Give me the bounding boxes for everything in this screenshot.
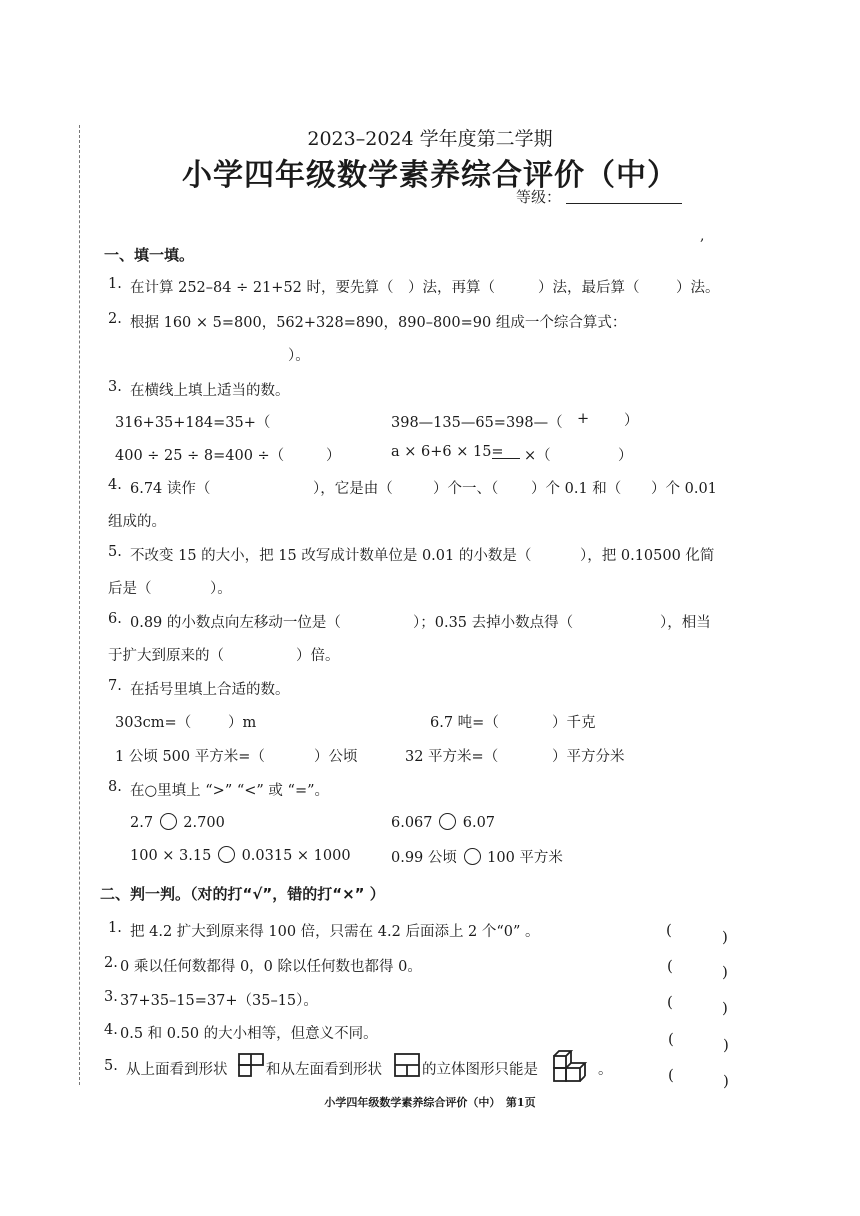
q3-expr3-close: ） (326, 448, 341, 464)
q7-c4a: 32 平方米=（ (405, 749, 499, 765)
answer-paren-close: ) (722, 963, 728, 981)
q8-number: 8. (108, 779, 122, 795)
left-view-shape-icon (394, 1053, 420, 1077)
q8-row3-compare (130, 846, 351, 864)
judge-1-number: 1. (108, 920, 122, 936)
compare-circle[interactable] (439, 813, 456, 830)
section2-heading: 二、判一判。（对的打“√”，错的打“×” ） (100, 885, 385, 903)
compare-circle[interactable] (218, 846, 235, 863)
top-view-shape-icon (238, 1053, 264, 1077)
q6-text-b: ）；0.35 去掉小数点得（ (413, 615, 574, 631)
answer-paren-open: ( (666, 921, 672, 939)
q7-number: 7. (108, 678, 122, 694)
q4-text-a: 6.74 读作（ (130, 481, 211, 497)
grade-label: 等级： (516, 188, 562, 206)
q4-text-b: ），它是由（ (313, 481, 393, 497)
q8-r4-right: 100 平方米 (487, 850, 563, 866)
answer-paren-close: ) (723, 1036, 729, 1054)
q3-expr4-b: ×（ (524, 448, 551, 464)
q5-text-b: ），把 0.10500 化简 (580, 548, 715, 564)
q1-text-b: ）法，再算（ (408, 280, 495, 296)
q8-row4-compare (391, 846, 563, 867)
judge-4-number: 4. (104, 1022, 118, 1038)
q6-number: 6. (108, 611, 122, 627)
q8-text: 在○里填上 “>” “<” 或 “=”。 (130, 783, 330, 799)
q4-text-f: 组成的。 (108, 514, 166, 530)
q7-c3a: 1 公顷 500 平方米=（ (115, 749, 265, 765)
judge-5-text-c: 的立体图形只能是 (422, 1062, 538, 1078)
q8-r2-left: 6.067 (391, 815, 433, 831)
judge-5-text-d: 。 (598, 1062, 613, 1078)
section1-heading: 一、填一填。 (104, 246, 195, 264)
q1-text-d: ）法。 (676, 280, 720, 296)
q6-text-c: ），相当 (660, 615, 711, 631)
q8-r1-right: 2.700 (183, 815, 225, 831)
compare-circle[interactable] (160, 813, 177, 830)
q7-c2a: 6.7 吨=（ (430, 715, 499, 731)
q4-text-d: ）个 0.1 和（ (531, 481, 622, 497)
q7-c2b: ）千克 (552, 715, 596, 731)
judge-5-text-b: 和从左面看到形状 (266, 1062, 382, 1078)
q2-text-b: ）。 (288, 348, 310, 364)
q3-text: 在横线上填上适当的数。 (130, 383, 290, 399)
q7-c1a: 303cm=（ (115, 715, 192, 731)
judge-3-text: 37+35–15=37+（35–15）。 (120, 993, 318, 1009)
q8-row1-compare (130, 813, 225, 831)
q4-text-e: ）个 0.01 (651, 481, 717, 497)
q5-text-d: ）。 (210, 581, 232, 597)
q1-text-c: ）法，最后算（ (538, 280, 640, 296)
page-title: 小学四年级数学素养综合评价（中） (182, 158, 678, 193)
q5-text-c: 后是（ (108, 581, 152, 597)
judge-2-text: 0 乘以任何数都得 0，0 除以任何数也都得 0。 (120, 959, 422, 975)
judge-2-number: 2. (104, 955, 118, 971)
q7-text: 在括号里填上合适的数。 (130, 682, 290, 698)
q8-r1-left: 2.7 (130, 815, 154, 831)
q2-text-a: 根据 160 × 5=800，562+328=890，890–800=90 组成一个综合算式： (130, 315, 627, 331)
judge-3-number: 3. (104, 989, 118, 1005)
q4-number: 4. (108, 477, 122, 493)
answer-paren-close: ) (722, 999, 728, 1017)
school-year: 2023–2024 学年度第二学期 (307, 128, 553, 150)
q2-number: 2. (108, 311, 122, 327)
q3-expr2-close: ） (624, 413, 639, 429)
q1-number: 1. (108, 276, 122, 292)
judge-1-text: 把 4.2 扩大到原来得 100 倍，只需在 4.2 后面添上 2 个“0” 。 (130, 924, 540, 940)
answer-paren-open: ( (667, 993, 673, 1011)
q5-number: 5. (108, 544, 122, 560)
q7-c3b: ）公顷 (314, 749, 358, 765)
answer-paren-open: ( (668, 1030, 674, 1048)
q3-expr1: 316+35+184=35+（ (115, 415, 271, 431)
q1-text-a: 在计算 252–84 ÷ 21+52 时，要先算（ (130, 280, 394, 296)
judge-4-text: 0.5 和 0.50 的大小相等，但意义不同。 (120, 1026, 378, 1042)
q3-number: 3. (108, 379, 122, 395)
q8-row2-compare (391, 813, 495, 831)
answer-paren-close: ) (722, 928, 728, 946)
binding-dashed-line (79, 125, 80, 1085)
q7-c4b: ）平方分米 (552, 749, 625, 765)
q8-r3-left: 100 × 3.15 (130, 848, 212, 864)
stray-mark: , (700, 228, 705, 244)
q8-r2-right: 6.07 (462, 815, 496, 831)
q3-expr2-plus: + (577, 411, 590, 427)
q3-expr3: 400 ÷ 25 ÷ 8=400 ÷（ (115, 448, 285, 464)
q8-r3-right: 0.0315 × 1000 (241, 848, 351, 864)
q4-text-c: ）个一、（ (433, 481, 499, 497)
answer-paren-close: ) (723, 1072, 729, 1090)
cube-stack-icon (552, 1048, 592, 1084)
q6-text-e: ）倍。 (296, 648, 340, 664)
q6-text-a: 0.89 的小数点向左移动一位是（ (130, 615, 341, 631)
compare-circle[interactable] (464, 848, 481, 865)
q3-expr4-close: ） (618, 448, 633, 464)
page-footer: 小学四年级数学素养综合评价（中） 第1页 (324, 1096, 536, 1109)
q7-c1b: ）m (228, 715, 257, 731)
q8-r4-left: 0.99 公顷 (391, 850, 457, 866)
answer-paren-open: ( (667, 957, 673, 975)
q3-expr4-blank[interactable] (492, 458, 520, 459)
q6-text-d: 于扩大到原来的（ (108, 648, 224, 664)
grade-input-line[interactable] (566, 203, 682, 204)
q3-expr2: 398—135—65=398—（ (391, 415, 563, 431)
judge-5-number: 5. (104, 1058, 118, 1074)
q5-text-a: 不改变 15 的大小，把 15 改写成计数单位是 0.01 的小数是（ (130, 548, 532, 564)
judge-5-text-a: 从上面看到形状 (126, 1062, 228, 1078)
answer-paren-open: ( (668, 1066, 674, 1084)
q3-expr4: a × 6+6 × 15= (391, 444, 504, 460)
